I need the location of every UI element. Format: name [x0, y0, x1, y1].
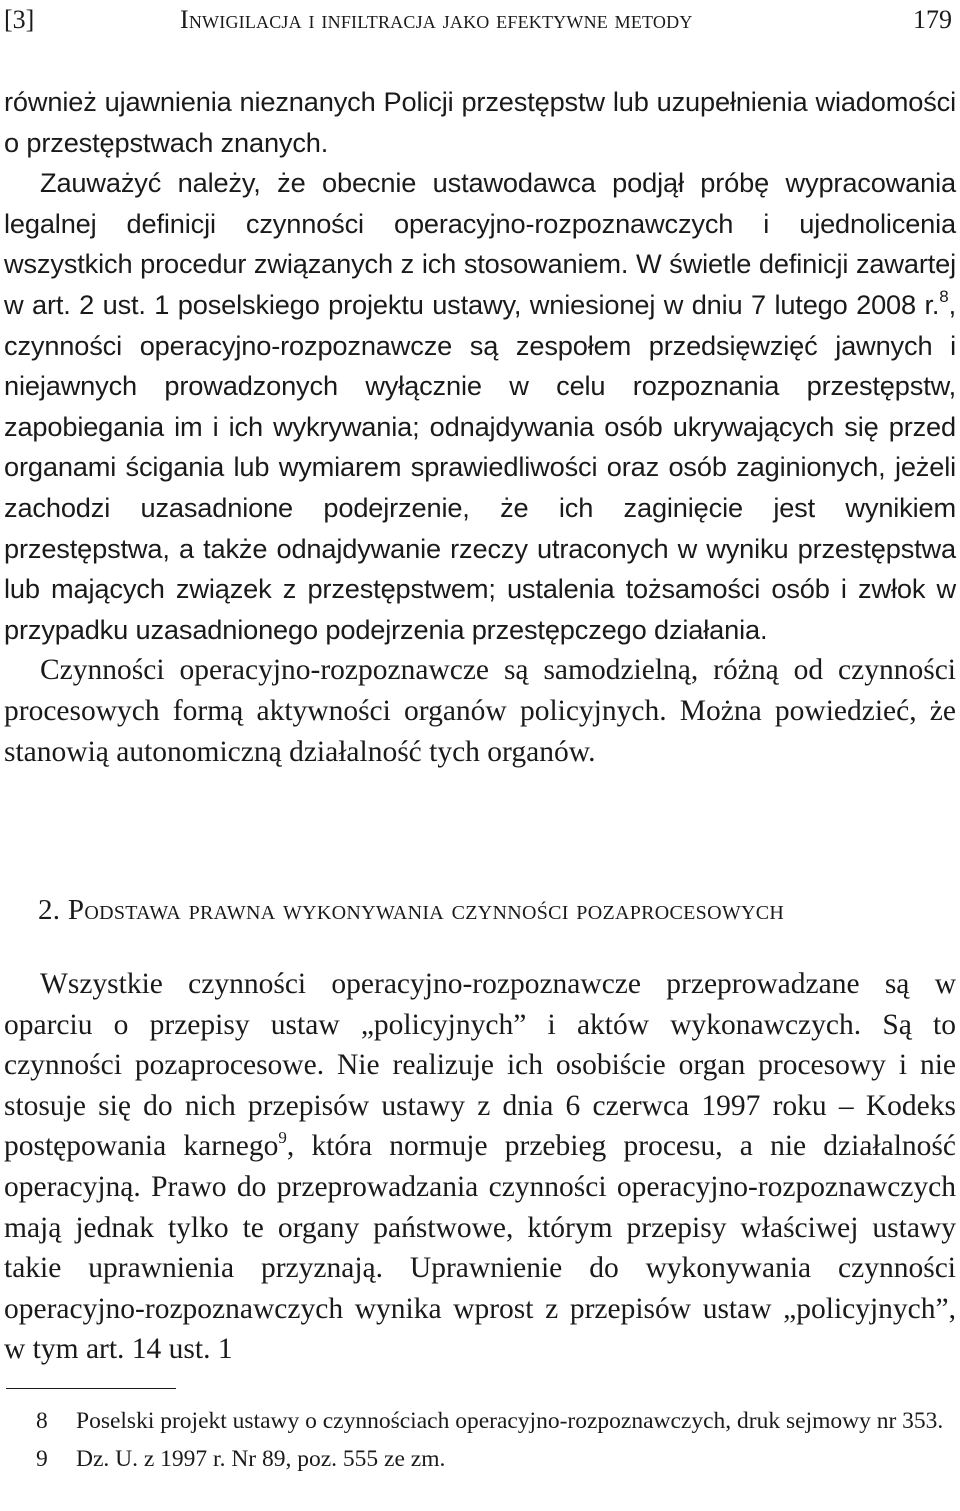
paragraph-legal-basis — [4, 964, 956, 1370]
footnote-number: 8 — [36, 1408, 48, 1434]
section-number: [3] — [4, 5, 35, 34]
footnote-text: Dz. U. z 1997 r. Nr 89, poz. 555 ze zm. — [76, 1446, 446, 1472]
section-heading — [38, 890, 784, 930]
paragraph-text: , która normuje przebieg procesu, a nie działalność operacyjną. Prawo do przeprowadzania czynności operacyjno-rozpoznawczych mają jednak tylko te organy państwowe, którym przepisy właściwej ustawy takie uprawnienia przyznają. Uprawnienie do wykonywania czynności operacyjno-rozpoznawczych wynika wprost z przepisów ustaw „policyjnych”, w tym art. 14 ust. 1 — [4, 1130, 956, 1366]
paragraph-definition — [4, 163, 956, 650]
paragraph-text: Zauważyć należy, że obecnie ustawodawca podjął próbę wypracowania legalnej definicji czynności operacyjno-rozpoznawczych i ujednolicenia wszystkich procedur związanych z ich stosowaniem. W świetle definicji zawartej w art. 2 ust. 1 poselskiego projektu ustawy, wniesionej w dniu 7 lutego 2008 r. — [4, 167, 956, 320]
section-heading-title: Podstawa prawna wykonywania czynności pozaprocesowych — [67, 894, 785, 926]
footnote — [4, 1404, 956, 1438]
footnote-number: 9 — [36, 1446, 48, 1472]
paragraph-text: , czynności operacyjno-rozpoznawcze są zespołem przedsięwzięć jawnych i niejawnych prowadzonych wyłącznie w celu rozpoznania przestępstw, zapobiegania im i ich wykrywania; odnajdywania osób ukrywających się przed organami ścigania lub wymiarem sprawiedliwości oraz osób zaginionych, jeżeli zachodzi uzasadnione podejrzenie, że ich zaginięcie jest wynikiem przestępstwa, a także odnajdywanie rzeczy utraconych w wyniku przestępstwa lub mających związek z przestępstwem; ustalenia tożsamości osób i zwłok w przypadku uzasadnionego podejrzenia przestępczego działania. — [4, 288, 956, 645]
footnote-reference: 9 — [278, 1128, 287, 1148]
running-header — [4, 2, 952, 38]
footnote-text: Poselski projekt ustawy o czynnościach operacyjno-rozpoznawczych, druk sejmowy nr 353. — [76, 1408, 944, 1434]
footnote-reference: 8 — [939, 286, 949, 306]
footnote — [4, 1442, 956, 1476]
paragraph-continuation: również ujawnienia nieznanych Policji przestępstw lub uzupełnienia wiadomości o przestępstwach znanych. — [4, 86, 956, 158]
body-block-top — [4, 82, 956, 772]
footnote-divider — [6, 1388, 176, 1389]
section-heading-number: 2. — [38, 894, 61, 926]
running-title: Inwigilacja i infiltracja jako efektywne metody — [180, 5, 693, 34]
body-block-bottom — [4, 964, 956, 1370]
paragraph-autonomy: Czynności operacyjno-rozpoznawcze są samodzielną, różną od czynności procesowych formą aktywności organów policyjnych. Można powiedzieć, że stanowią autonomiczną działalność tych organów. — [4, 654, 956, 768]
footnotes — [4, 1404, 956, 1480]
paragraph-text: Wszystkie czynności operacyjno-rozpoznawcze przeprowadzane są w oparciu o przepisy ustaw „policyjnych” i aktów wykonawczych. Są to czynności pozaprocesowe. Nie realizuje ich osobiście organ procesowy i nie stosuje się do nich przepisów ustawy z dnia 6 czerwca 1997 roku – Kodeks postępowania karnego — [4, 968, 956, 1163]
page-number: 179 — [913, 5, 952, 34]
